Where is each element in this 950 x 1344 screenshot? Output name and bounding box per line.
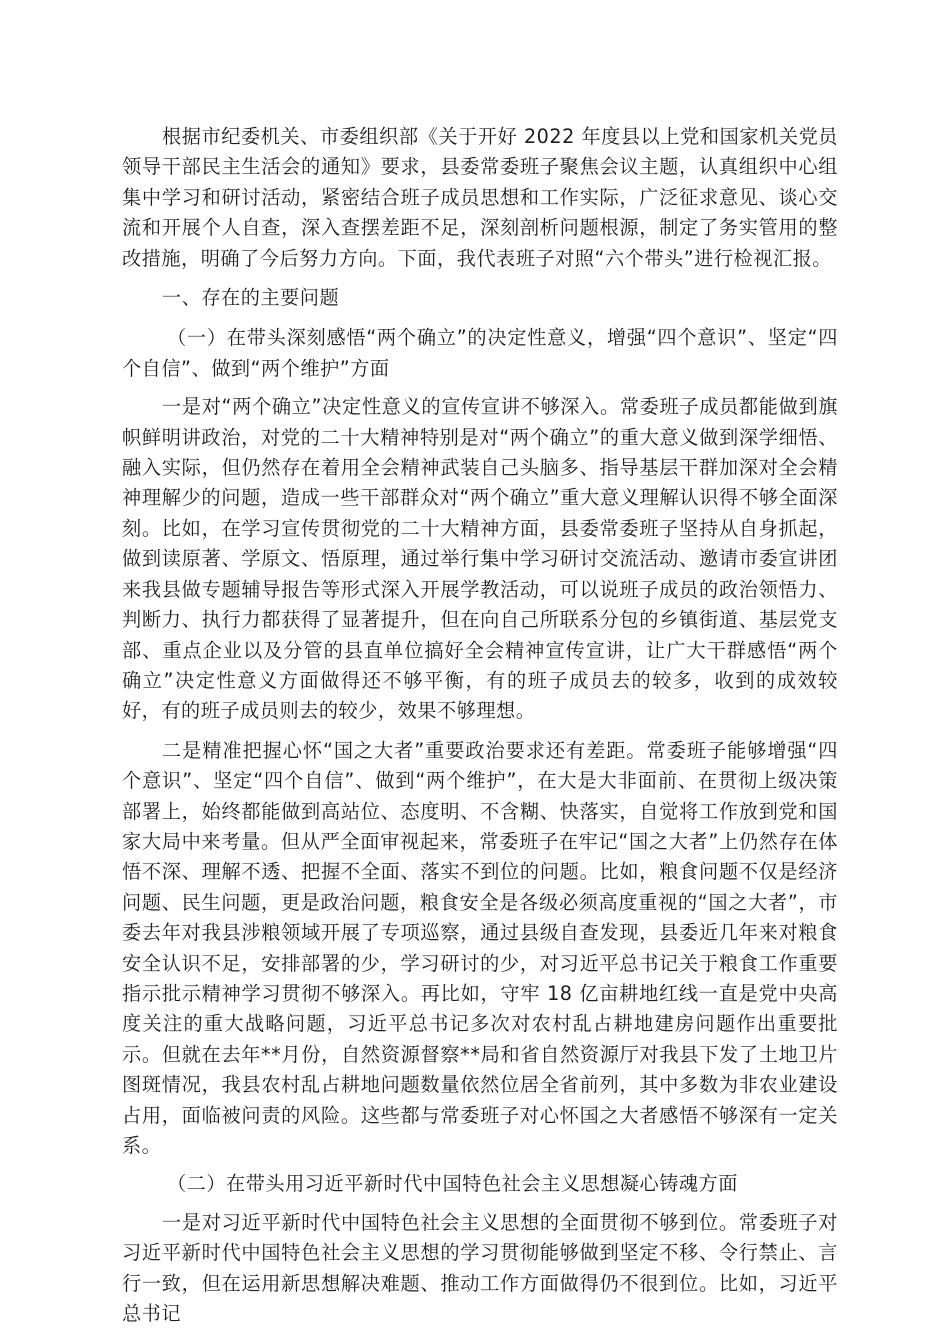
section-heading-problems: 一、存在的主要问题 [162, 286, 340, 310]
subsection-heading-1: （一）在带头深刻感悟“两个确立”的决定性意义，增强“四个意识”、坚定“四个自信”、做到“两个维护”方面 [122, 326, 838, 380]
body-paragraph-2-1: 一是对习近平新时代中国特色社会主义思想的全面贯彻不够到位。常委班子对习近平新时代中国特色社会主义思想的学习贯彻能够做到坚定不移、令行禁止、言行一致，但在运用新思想解决难题、推动工作方面做得仍不很到位。比如，习近平总书记 [122, 1210, 838, 1326]
body-paragraph-1-2: 二是精准把握心怀“国之大者”重要政治要求还有差距。常委班子能够增强“四个意识”、坚定“四个自信”、做到“两个维护”，在大是大非面前、在贯彻上级决策部署上，始终都能做到高站位、态度明、不含糊、快落实，自觉将工作放到党和国家大局中来考量。但从严全面审视起来，常委班子在牢记“国之大者”上仍然存在体悟不深、理解不透、把握不全面、落实不到位的问题。比如，粮食问题不仅是经济问题、民生问题，更是政治问题，粮食安全是各级必须高度重视的“国之大者”，市委去年对我县涉粮领域开展了专项巡察，通过县级自查发现，县委近几年来对粮食安全认识不足，安排部署的少，学习研讨的少，对习近平总书记关于粮食工作重要指示批示精神学习贯彻不够深入。再比如，守牢 18 亿亩耕地红线一直是党中央高度关注的重大战略问题，习近平总书记多次对农村乱占耕地建房问题作出重要批示。但就在去年**月份，自然资源督察**局和省自然资源厅对我县下发了土地卫片图斑情况，我县农村乱占耕地问题数量依然位居全省前列，其中多数为非农业建设占用，面临被问责的风险。这些都与常委班子对心怀国之大者感悟不够深有一定关系。 [122, 738, 838, 1157]
intro-paragraph: 根据市纪委机关、市委组织部《关于开好 2022 年度县以上党和国家机关党员领导干部民主生活会的通知》要求，县委常委班子聚焦会议主题，认真组织中心组集中学习和研讨活动，紧密结合班子成员思想和工作实际，广泛征求意见、谈心交流和开展个人自查，深入查摆差距不足，深刻剖析问题根源，制定了务实管用的整改措施，明确了今后努力方向。下面，我代表班子对照“六个带头”进行检视汇报。 [122, 125, 838, 270]
subsection-heading-2: （二）在带头用习近平新时代中国特色社会主义思想凝心铸魂方面 [167, 1172, 738, 1196]
body-paragraph-1-1: 一是对“两个确立”决定性意义的宣传宣讲不够深入。常委班子成员都能做到旗帜鲜明讲政治，对党的二十大精神特别是对“两个确立”的重大意义做到深学细悟、融入实际，但仍然存在着用全会精神武装自己头脑多、指导基层干群加深对全会精神理解少的问题，造成一些干部群众对“两个确立”重大意义理解认识得不够全面深刻。比如，在学习宣传贯彻党的二十大精神方面，县委常委班子坚持从自身抓起，做到读原著、学原文、悟原理，通过举行集中学习研讨交流活动、邀请市委宣讲团来我县做专题辅导报告等形式深入开展学教活动，可以说班子成员的政治领悟力、判断力、执行力都获得了显著提升，但在向自己所联系分包的乡镇街道、基层党支部、重点企业以及分管的县直单位搞好全会精神宣传宣讲，让广大干群感悟“两个确立”决定性意义方面做得还不够平衡，有的班子成员去的较多，收到的成效较好，有的班子成员则去的较少，效果不够理想。 [122, 395, 838, 723]
